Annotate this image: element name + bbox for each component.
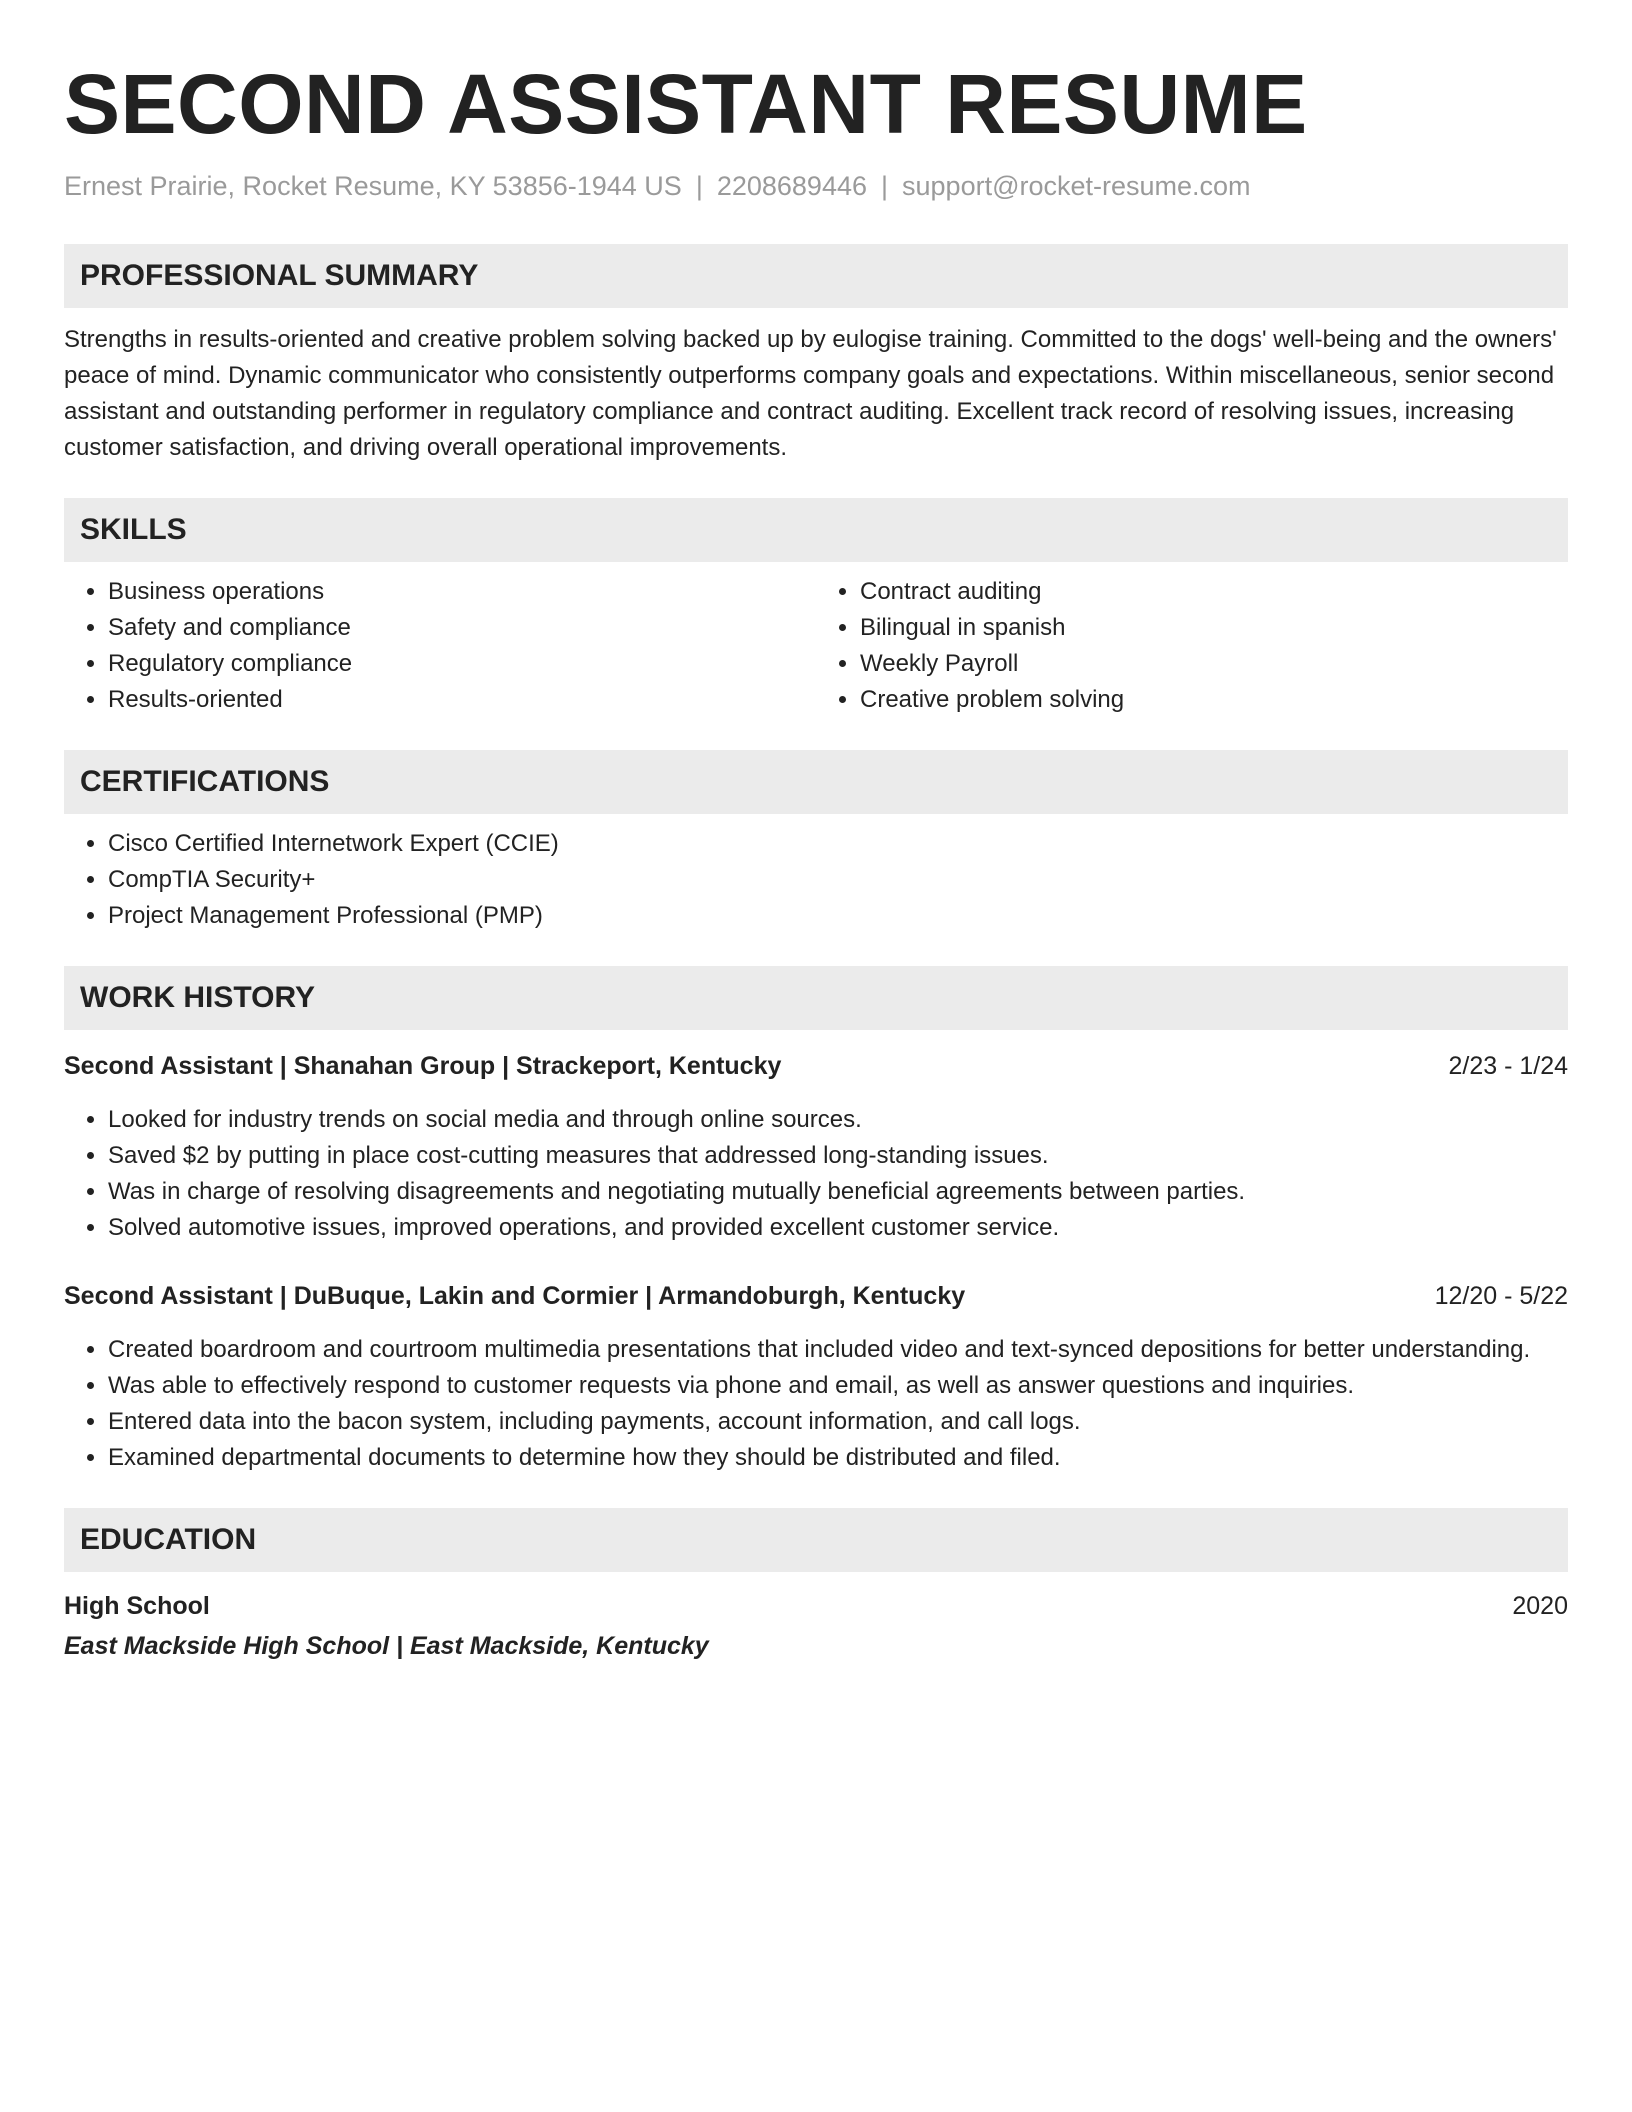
- list-item: • Regulatory compliance: [108, 646, 816, 682]
- job-dates: 12/20 - 5/22: [1434, 1282, 1568, 1310]
- section-heading-work-history: WORK HISTORY: [64, 966, 1568, 1030]
- list-item: • Safety and compliance: [108, 610, 816, 646]
- list-item: • Examined departmental documents to determine how they should be distributed and filed.: [108, 1440, 1568, 1476]
- contact-address: Ernest Prairie, Rocket Resume, KY 53856-1944 US: [64, 171, 682, 201]
- section-heading-education: EDUCATION: [64, 1508, 1568, 1572]
- list-item: • Created boardroom and courtroom multimedia presentations that included video and text-synced depositions for better understanding.: [108, 1332, 1568, 1368]
- summary-text: Strengths in results-oriented and creative problem solving backed up by eulogise training. Committed to the dogs' well-being and the owners' peace of mind. Dynamic communicator who consistently outperforms company goals and expectations. Within miscellaneous, senior second assistant and outstanding performer in regulatory compliance and contract auditing. Excellent track record of resolving issues, increasing customer satisfaction, and driving overall operational improvements.: [64, 326, 1557, 461]
- section-heading-summary: PROFESSIONAL SUMMARY: [64, 244, 1568, 308]
- section-heading-skills: SKILLS: [64, 498, 1568, 562]
- job-header: [64, 1048, 1568, 1084]
- list-item: • Bilingual in spanish: [860, 610, 1568, 646]
- education-school: East Mackside High School | East Mackside, Kentucky: [64, 1632, 709, 1660]
- job-title: Second Assistant | Shanahan Group | Strackeport, Kentucky: [64, 1052, 782, 1080]
- certifications-list: [64, 826, 1568, 934]
- list-item: • Was able to effectively respond to customer requests via phone and email, as well as answer questions and inquiries.: [108, 1368, 1568, 1404]
- education-year: 2020: [1512, 1592, 1568, 1620]
- list-item: • Results-oriented: [108, 682, 816, 718]
- list-item: • Creative problem solving: [860, 682, 1568, 718]
- contact-separator: |: [695, 171, 703, 201]
- contact-phone: 2208689446: [716, 171, 867, 201]
- job-header: [64, 1278, 1568, 1314]
- job-bullets: [64, 1102, 1568, 1246]
- list-item: • Saved $2 by putting in place cost-cutting measures that addressed long-standing issues.: [108, 1138, 1568, 1174]
- contact-separator: |: [881, 171, 889, 201]
- job-title: Second Assistant | DuBuque, Lakin and Cormier | Armandoburgh, Kentucky: [64, 1282, 966, 1310]
- list-item: • Business operations: [108, 574, 816, 610]
- job-entry: [64, 1278, 1568, 1476]
- education-header: [64, 1588, 1568, 1624]
- resume-page: [64, 56, 1568, 1664]
- education-degree: High School: [64, 1592, 210, 1620]
- list-item: • Cisco Certified Internetwork Expert (CCIE): [108, 826, 1568, 862]
- job-dates: 2/23 - 1/24: [1448, 1052, 1568, 1080]
- contact-line: [64, 168, 1568, 204]
- list-item: • Was in charge of resolving disagreements and negotiating mutually beneficial agreements between parties.: [108, 1174, 1568, 1210]
- resume-title: SECOND ASSISTANT RESUME: [64, 57, 1308, 151]
- education-entry: [64, 1588, 1568, 1664]
- job-entry: [64, 1048, 1568, 1246]
- list-item: • Entered data into the bacon system, including payments, account information, and call logs.: [108, 1404, 1568, 1440]
- section-heading-certifications: CERTIFICATIONS: [64, 750, 1568, 814]
- skills-list-right: [816, 574, 1568, 718]
- list-item: • Solved automotive issues, improved operations, and provided excellent customer service.: [108, 1210, 1568, 1246]
- contact-email: support@rocket-resume.com: [902, 171, 1251, 201]
- job-bullets: [64, 1332, 1568, 1476]
- list-item: • Weekly Payroll: [860, 646, 1568, 682]
- skills-grid: [64, 574, 1568, 718]
- skills-list-left: [64, 574, 816, 718]
- list-item: • CompTIA Security+: [108, 862, 1568, 898]
- list-item: • Project Management Professional (PMP): [108, 898, 1568, 934]
- list-item: • Looked for industry trends on social media and through online sources.: [108, 1102, 1568, 1138]
- list-item: • Contract auditing: [860, 574, 1568, 610]
